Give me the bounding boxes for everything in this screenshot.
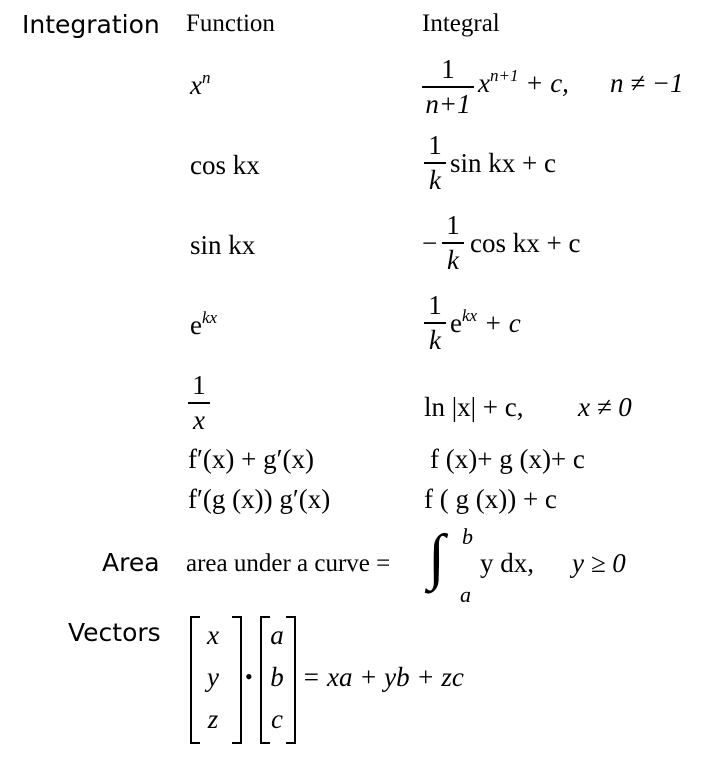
integral-power-tail: $x^{n+1} + c$, [478, 66, 569, 98]
function-reciprocal-fraction: 1 x [188, 372, 210, 434]
function-sum-rule: f′(x) + g′(x) [188, 444, 314, 474]
header-function: Function [186, 10, 275, 37]
left-vector-x: x [207, 620, 219, 650]
integral-sin-tail: cos kx + c [470, 228, 581, 258]
dot-operator: • [245, 664, 253, 689]
header-integral: Integral [422, 10, 500, 37]
integral-power-condition: n ≠ −1 [610, 68, 684, 98]
area-integrand: y dx, [480, 548, 534, 578]
left-vector-y: y [207, 662, 219, 692]
area-lower-limit: a [460, 582, 471, 607]
integral-reciprocal-tail: ln |x| + c, [424, 392, 524, 422]
function-power: $x^n$ [190, 68, 211, 100]
left-vector-z: z [207, 704, 219, 734]
integral-power-fraction: 1 n+1 [422, 56, 474, 118]
right-vector-c: c [271, 704, 283, 734]
left-vector-bracket-close [232, 616, 242, 744]
function-exp: $e^{kx}$ [190, 308, 218, 340]
section-vectors-label: Vectors [68, 618, 161, 647]
integral-sin-fraction: 1 k [442, 212, 464, 274]
section-area-label: Area [102, 548, 160, 577]
integral-exp-tail: $e^{kx} + c$ [450, 306, 521, 338]
right-vector-b: b [270, 662, 284, 692]
function-cos: cos kx [190, 150, 260, 180]
integral-sum-rule: f (x)+ g (x)+ c [430, 444, 585, 474]
function-chain-rule: f′(g (x)) g′(x) [188, 484, 331, 514]
integral-exp-fraction: 1 k [424, 292, 446, 354]
integral-cos-tail: sin kx + c [450, 148, 556, 178]
function-sin: sin kx [190, 230, 256, 260]
dot-product-result: = xa + yb + zc [302, 662, 464, 692]
section-integration-label: Integration [22, 10, 160, 39]
area-upper-limit: b [462, 524, 473, 549]
right-vector-a: a [270, 620, 284, 650]
integral-cos-fraction: 1 k [424, 132, 446, 194]
integral-sin-negative: − [422, 228, 438, 258]
integral-sign: ∫ [428, 523, 445, 591]
integral-reciprocal-condition: x ≠ 0 [578, 392, 632, 422]
area-text: area under a curve = [186, 550, 391, 577]
area-condition: y ≥ 0 [572, 548, 626, 578]
integral-chain-rule: f ( g (x)) + c [424, 484, 557, 514]
